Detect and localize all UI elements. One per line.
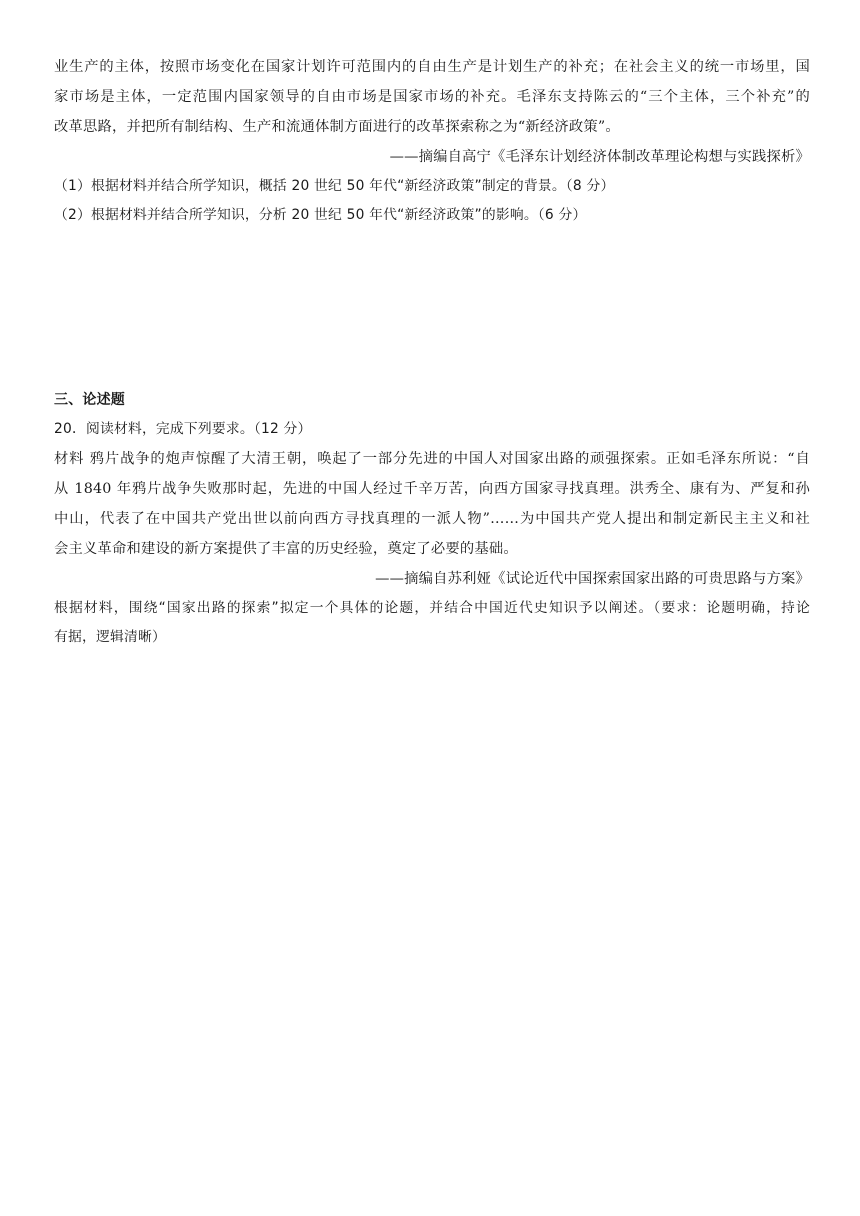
document-page [54,52,810,652]
material-passage-2 [54,444,810,564]
source-citation-1: ——摘编自高宁《毛泽东计划经济体制改革理论构想与实践探析》 [389,149,810,165]
material-line: 中山，代表了在中国共产党出世以前向西方寻找真理的一派人物”……为中国共产党人提出和制定新民主主义和社 [54,511,810,527]
material-passage-1 [54,52,810,142]
task-line: 根据材料，围绕“国家出路的探索”拟定一个具体的论题，并结合中国近代史知识予以阐述。（要求：论题明确，持论 [54,600,810,616]
answer-space [54,230,810,386]
material-line: 材料 鸦片战争的炮声惊醒了大清王朝，唤起了一部分先进的中国人对国家出路的顽强探索。正如毛泽东所说：“自 [54,451,810,467]
question-1: （1）根据材料并结合所学知识，概括 20 世纪 50 年代“新经济政策”制定的背景。（8 分） [54,178,615,194]
material-line: 家市场是主体，一定范围内国家领导的自由市场是国家市场的补充。毛泽东支持陈云的“三个主体，三个补充”的 [54,89,810,105]
source-citation-2: ——摘编自苏利娅《试论近代中国探索国家出路的可贵思路与方案》 [375,571,810,587]
task-line: 有据，逻辑清晰） [54,629,166,645]
material-line: 改革思路，并把所有制结构、生产和流通体制方面进行的改革探索称之为“新经济政策”。 [54,119,620,135]
material-line: 会主义革命和建设的新方案提供了丰富的历史经验，奠定了必要的基础。 [54,541,518,557]
question-20-intro: 20．阅读材料，完成下列要求。（12 分） [54,421,312,437]
material-line: 从 1840 年鸦片战争失败那时起，先进的中国人经过千辛万苦，向西方国家寻找真理。洪秀全、康有为、严复和孙 [54,481,810,497]
section-heading: 三、论述题 [54,392,125,408]
material-line: 业生产的主体，按照市场变化在国家计划许可范围内的自由生产是计划生产的补充；在社会主义的统一市场里，国 [54,59,810,75]
question-2: （2）根据材料并结合所学知识，分析 20 世纪 50 年代“新经济政策”的影响。（6 分） [54,207,587,223]
